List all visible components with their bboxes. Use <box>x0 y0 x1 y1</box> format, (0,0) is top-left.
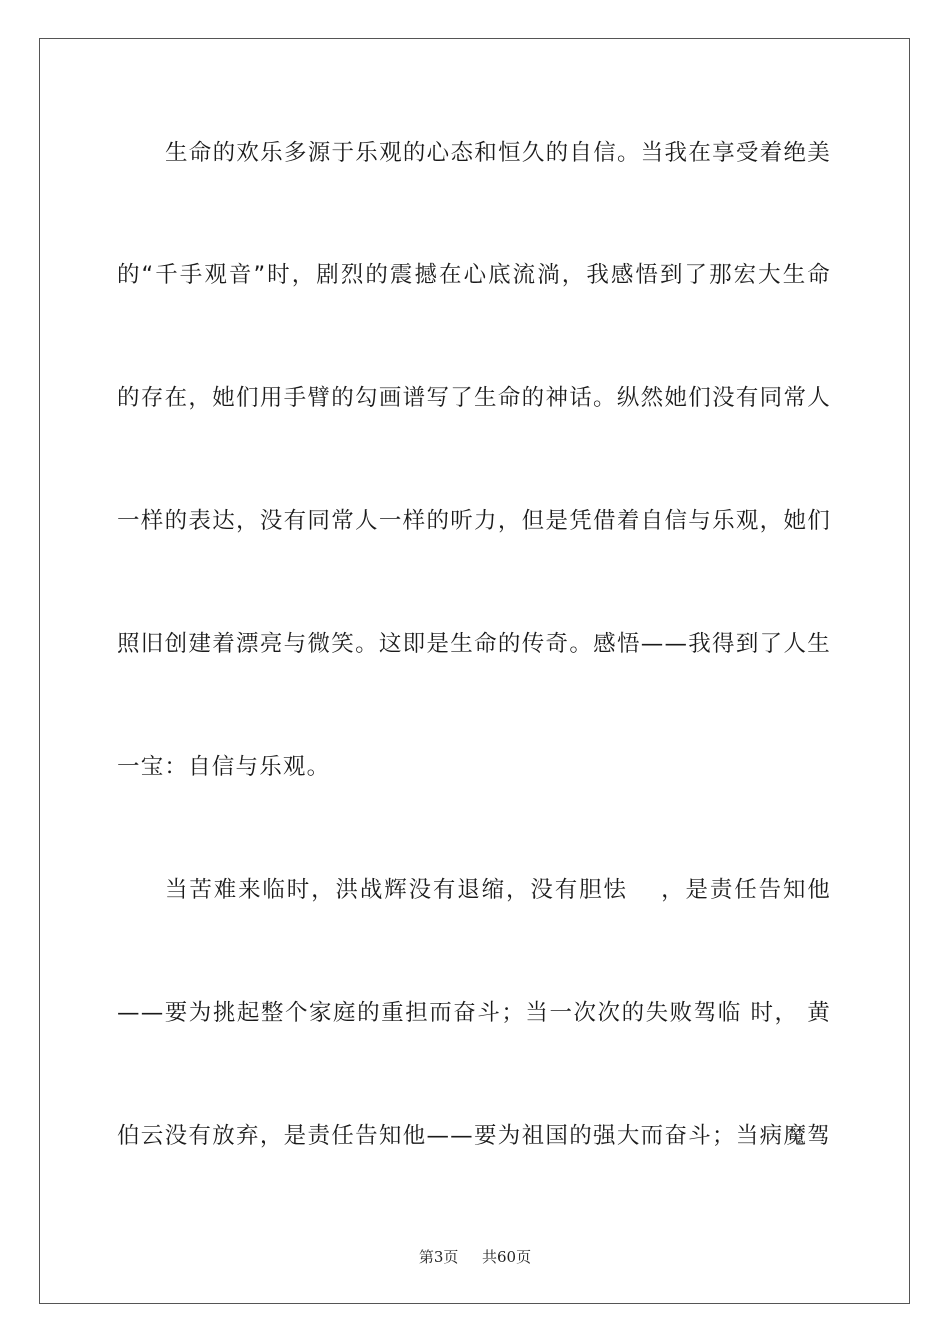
paragraph-line-2: 的“千手观音”时，剧烈的震撼在心底流淌，我感悟到了那宏大生命 <box>117 262 831 288</box>
paragraph-line-9: 伯云没有放弃，是责任告知他——要为祖国的强大而奋斗；当病魔驾 <box>117 1123 831 1149</box>
page-border <box>39 38 910 1304</box>
paragraph-line-5: 照旧创建着漂亮与微笑。这即是生命的传奇。感悟——我得到了人生 <box>117 631 831 657</box>
page-number: 第3页 <box>418 1248 459 1266</box>
page-footer <box>0 1248 950 1266</box>
paragraph-line-1: 生命的欢乐多源于乐观的心态和恒久的自信。当我在享受着绝美 <box>165 140 831 166</box>
paragraph-line-3: 的存在，她们用手臂的勾画谱写了生命的神话。纵然她们没有同常人 <box>117 385 831 411</box>
paragraph-line-6: 一宝：自信与乐观。 <box>117 754 331 780</box>
page-total: 共60页 <box>482 1248 532 1266</box>
paragraph-line-7: 当苦难来临时，洪战辉没有退缩，没有胆怯 ，是责任告知他 <box>165 877 831 903</box>
paragraph-line-8: ——要为挑起整个家庭的重担而奋斗；当一次次的失败驾临 时， 黄 <box>117 1000 831 1026</box>
paragraph-line-4: 一样的表达，没有同常人一样的听力，但是凭借着自信与乐观，她们 <box>117 508 831 534</box>
